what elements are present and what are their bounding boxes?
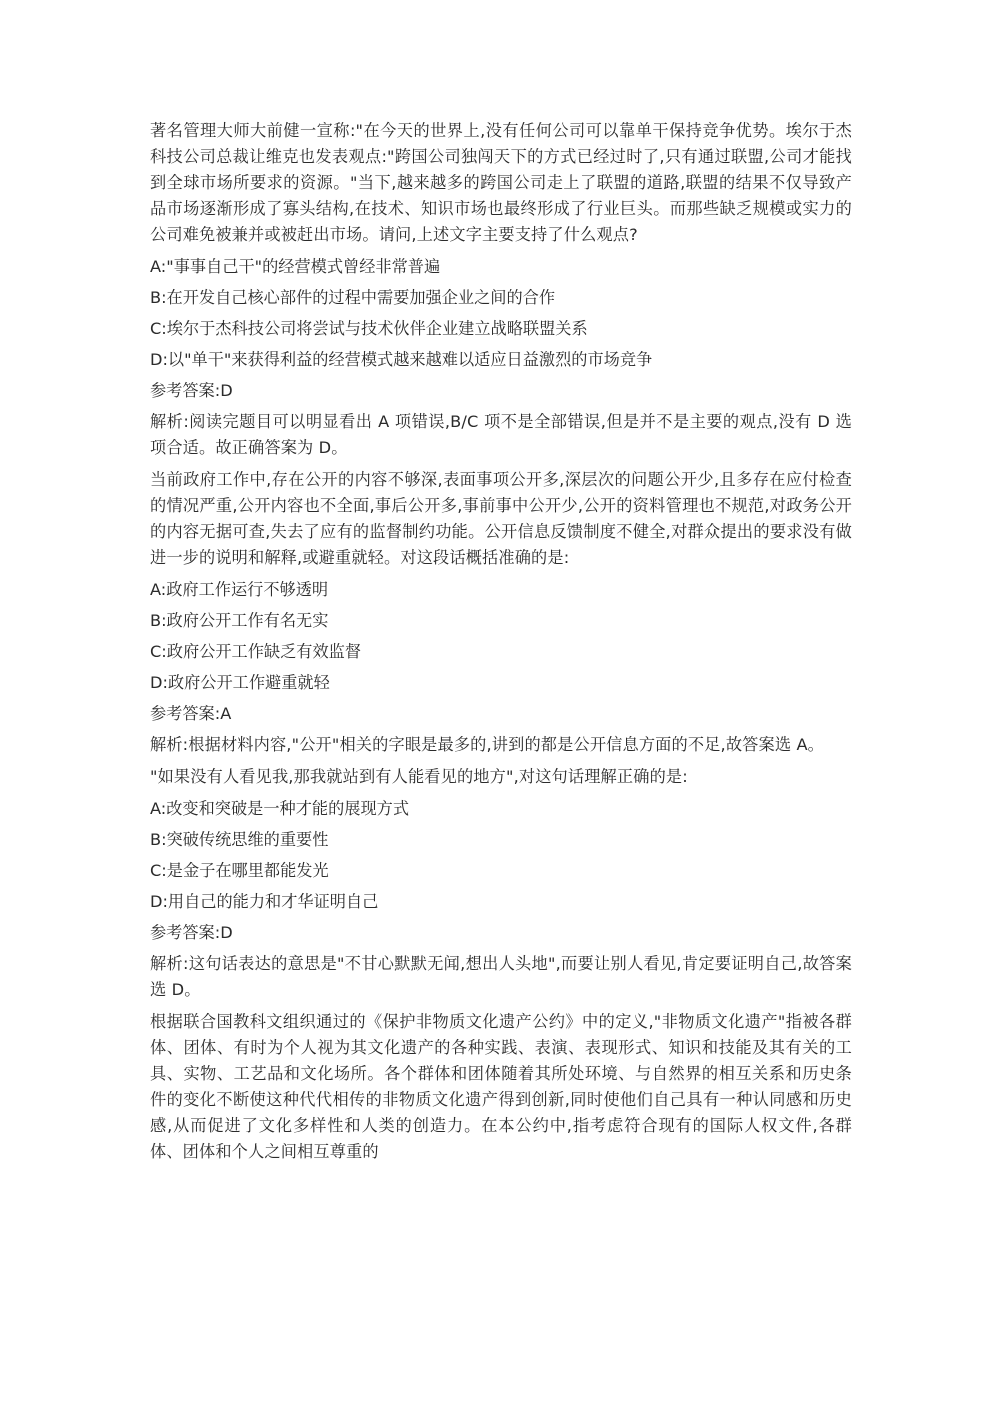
option-c: C:是金子在哪里都能发光 bbox=[150, 861, 329, 880]
question-stem: "如果没有人看见我,那我就站到有人能看见的地方",对这句话理解正确的是: bbox=[150, 767, 688, 786]
question-stem: 著名管理大师大前健一宣称:"在今天的世界上,没有任何公司可以靠单干保持竞争优势。埃尔于杰科技公司总裁让维克也发表观点:"跨国公司独闯天下的方式已经过时了,只有通过联盟,公司才能找到全球市场所要求的资源。"当下,越来越多的跨国公司走上了联盟的道路,联盟的结果不仅导致产品市场逐渐形成了寡头结构,在技术、知识市场也最终形成了行业巨头。而那些缺乏规模或实力的公司难免被兼并或被赶出市场。请问,上述文字主要支持了什么观点? bbox=[150, 121, 852, 244]
option-d: D:用自己的能力和才华证明自己 bbox=[150, 892, 379, 911]
reference-answer: 参考答案:A bbox=[150, 704, 232, 723]
reference-answer: 参考答案:D bbox=[150, 381, 233, 400]
option-a: A:改变和突破是一种才能的展现方式 bbox=[150, 799, 410, 818]
option-b: B:突破传统思维的重要性 bbox=[150, 830, 329, 849]
option-a: A:"事事自己干"的经营模式曾经非常普遍 bbox=[150, 257, 441, 276]
question-stem: 当前政府工作中,存在公开的内容不够深,表面事项公开多,深层次的问题公开少,且多存在应付检查的情况严重,公开内容也不全面,事后公开多,事前事中公开少,公开的资料管理也不规范,对政务公开的内容无据可查,失去了应有的监督制约功能。公开信息反馈制度不健全,对群众提出的要求没有做进一步的说明和解释,或避重就轻。对这段话概括准确的是: bbox=[150, 470, 852, 567]
option-b: B:政府公开工作有名无实 bbox=[150, 611, 329, 630]
option-a: A:政府工作运行不够透明 bbox=[150, 580, 329, 599]
option-c: C:政府公开工作缺乏有效监督 bbox=[150, 642, 362, 661]
option-d: D:政府公开工作避重就轻 bbox=[150, 673, 330, 692]
reference-answer: 参考答案:D bbox=[150, 923, 233, 942]
option-d: D:以"单干"来获得利益的经营模式越来越难以适应日益激烈的市场竞争 bbox=[150, 350, 653, 369]
analysis: 解析:这句话表达的意思是"不甘心默默无闻,想出人头地",而要让别人看见,肯定要证明自己,故答案选 D。 bbox=[150, 954, 852, 999]
analysis: 解析:根据材料内容,"公开"相关的字眼是最多的,讲到的都是公开信息方面的不足,故答案选 A。 bbox=[150, 735, 825, 754]
tail-paragraph: 根据联合国教科文组织通过的《保护非物质文化遗产公约》中的定义,"非物质文化遗产"指被各群体、团体、有时为个人视为其文化遗产的各种实践、表演、表现形式、知识和技能及其有关的工具、实物、工艺品和文化场所。各个群体和团体随着其所处环境、与自然界的相互关系和历史条件的变化不断使这种代代相传的非物质文化遗产得到创新,同时使他们自己具有一种认同感和历史感,从而促进了文化多样性和人类的创造力。在本公约中,指考虑符合现有的国际人权文件,各群体、团体和个人之间相互尊重的 bbox=[150, 1012, 852, 1161]
option-b: B:在开发自己核心部件的过程中需要加强企业之间的合作 bbox=[150, 288, 556, 307]
option-c: C:埃尔于杰科技公司将尝试与技术伙伴企业建立战略联盟关系 bbox=[150, 319, 588, 338]
analysis: 解析:阅读完题目可以明显看出 A 项错误,B/C 项不是全部错误,但是并不是主要的观点,没有 D 选项合适。故正确答案为 D。 bbox=[150, 412, 852, 457]
